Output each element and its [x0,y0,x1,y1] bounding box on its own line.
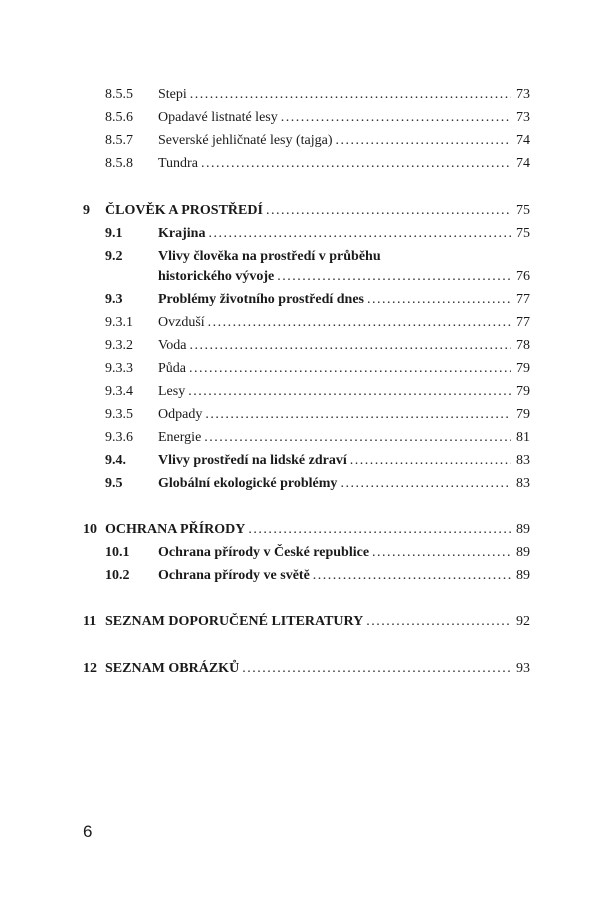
toc-entry-number: 9.3.4 [105,384,133,399]
toc-entry-number: 9.1 [105,226,123,241]
toc-entry-page: 79 [516,384,530,399]
toc-entry-title: Tundra [158,156,198,171]
dot-leader [248,522,511,538]
dot-leader [366,614,511,630]
toc-entry-title: Ochrana přírody ve světě [158,568,310,583]
dot-leader [188,384,511,400]
toc-entry-page: 78 [516,338,530,353]
dot-leader [340,476,511,492]
toc-entry-page: 74 [516,133,530,148]
dot-leader [281,110,511,126]
toc-entry-number: 9.5 [105,476,123,491]
toc-chapter-title: SEZNAM DOPORUČENÉ LITERATURY [105,614,364,629]
toc-entry-title: Energie [158,430,202,445]
toc-entry-title: Problémy životního prostředí dnes [158,292,364,307]
toc-entry-page: 89 [516,545,530,560]
toc-chapter-page: 75 [516,203,530,218]
dot-leader [190,338,511,354]
toc-chapter-number: 12 [83,661,97,676]
toc-entry-page: 79 [516,361,530,376]
toc-entry-title: Ochrana přírody v České republice [158,545,370,560]
toc-entry-page: 73 [516,110,530,125]
toc-entry-number: 9.2 [105,249,123,264]
dot-leader [266,203,511,219]
toc-entry-number: 9.4. [105,453,126,468]
dot-leader [208,315,511,331]
page-number: 6 [83,822,93,841]
toc-entry-title: Opadavé listnaté lesy [158,110,278,125]
toc-chapter-page: 92 [516,614,530,629]
toc-entry-title: Lesy [158,384,186,399]
toc-entry-title: Vlivy člověka na prostředí v průběhu [158,249,381,264]
toc-chapter-page: 89 [516,522,530,537]
toc-entry-number: 8.5.7 [105,133,133,148]
toc-entry-page: 75 [516,226,530,241]
toc-entry-title: Krajina [158,226,206,241]
toc-entry-page: 83 [516,453,530,468]
dot-leader [190,87,511,103]
toc-entry-page: 79 [516,407,530,422]
toc-entry-title: Půda [158,361,186,376]
toc-entry-page: 77 [516,315,530,330]
dot-leader [204,430,511,446]
toc-entry-page: 77 [516,292,530,307]
toc-entry-number: 8.5.6 [105,110,133,125]
toc-entry-number: 9.3 [105,292,123,307]
toc-entry-number: 8.5.8 [105,156,133,171]
dot-leader [189,361,511,377]
dot-leader [367,292,511,308]
dot-leader [336,133,511,149]
toc-chapter-number: 9 [83,203,90,218]
toc-entry-title: Odpady [158,407,203,422]
toc-entry-number: 10.2 [105,568,130,583]
toc-chapter-title: ČLOVĚK A PROSTŘEDÍ [105,203,263,218]
dot-leader [277,269,511,285]
toc-chapter-page: 93 [516,661,530,676]
toc-entry-page: 89 [516,568,530,583]
toc-chapter-title: OCHRANA PŘÍRODY [105,522,246,537]
dot-leader [208,226,511,242]
dot-leader [372,545,511,561]
toc-chapter-title: SEZNAM OBRÁZKŮ [105,661,240,676]
toc-entry-number: 9.3.5 [105,407,133,422]
toc-entry-page: 81 [516,430,530,445]
toc-entry-number: 10.1 [105,545,130,560]
dot-leader [242,661,511,677]
toc-entry-number: 9.3.2 [105,338,133,353]
toc-entry-title-continued: historického vývoje [158,269,275,284]
toc-entry-page: 76 [516,269,530,284]
toc-entry-title: Vlivy prostředí na lidské zdraví [158,453,347,468]
toc-entry-number: 8.5.5 [105,87,133,102]
dot-leader [350,453,511,469]
toc-chapter-number: 10 [83,522,97,537]
dot-leader [205,407,511,423]
toc-entry-title: Severské jehličnaté lesy (tajga) [158,133,333,148]
toc-entry-page: 83 [516,476,530,491]
toc-entry-number: 9.3.3 [105,361,133,376]
toc-entry-title: Stepi [158,87,187,102]
toc-entry-page: 73 [516,87,530,102]
toc-entry-number: 9.3.6 [105,430,133,445]
toc-entry-page: 74 [516,156,530,171]
toc-section [0,249,530,289]
toc-entry-title: Globální ekologické problémy [158,476,338,491]
toc-entry-title: Voda [158,338,187,353]
toc-entry-title: Ovzduší [158,315,205,330]
toc-entry-number: 9.3.1 [105,315,133,330]
dot-leader [313,568,511,584]
toc-chapter-number: 11 [83,614,97,629]
dot-leader [201,156,511,172]
